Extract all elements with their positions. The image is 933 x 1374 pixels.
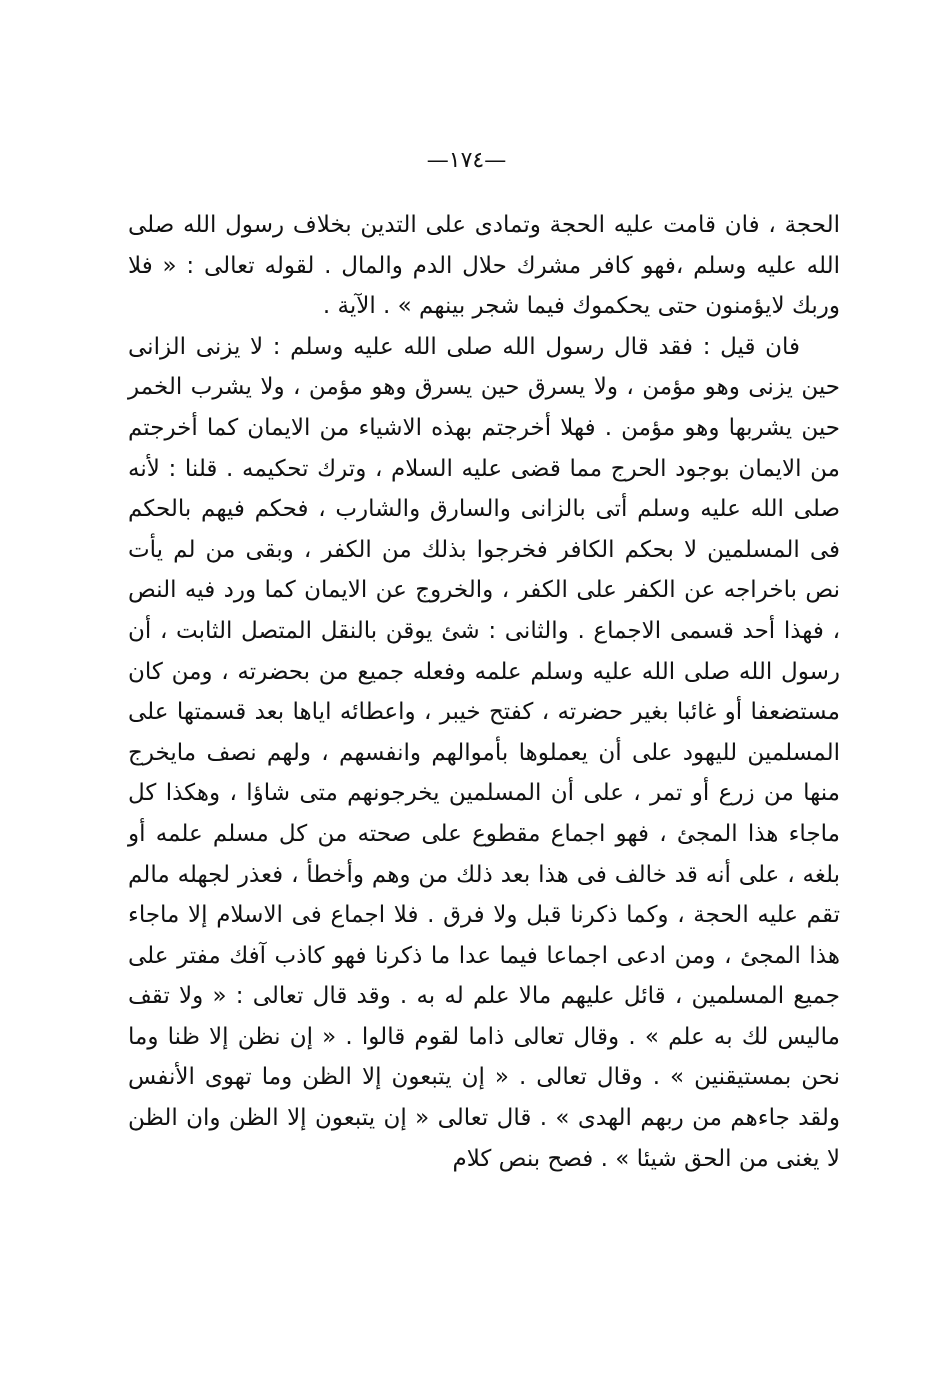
paragraph-1: الحجة ، فان قامت عليه الحجة وتمادى على التدين بخلاف رسول الله صلى الله عليه وسلم ،فهو كافر مشرك حلال الدم والمال . لقوله تعالى : « فلا وربك لايؤمنون حتى يحكموك فيما شجر بينهم » . الآية . bbox=[128, 212, 840, 320]
page-number: —١٧٤— bbox=[426, 148, 507, 173]
paragraph-2: فان قيل : فقد قال رسول الله صلى الله عليه وسلم : لا يزنى الزانى حين يزنى وهو مؤمن ، ولا يسرق حين يسرق وهو مؤمن ، ولا يشرب الخمر حين يشربها وهو مؤمن . فهلا أخرجتم بهذه الاشياء من الايمان كما أخرجتم من الايمان بوجود الحرج مما قضى عليه السلام ، وترك تحكيمه . قلنا : لأنه صلى الله عليه وسلم أتى بالزانى والسارق والشارب ، فحكم فيهم بالحكم فى المسلمين لا بحكم الكافر فخرجوا بذلك من الكفر ، وبقى من لم يأت نص باخراجه عن الكفر على الكفر ، والخروج عن الايمان كما ورد فيه النص ، فهذا أحد قسمى الاجماع . والثانى : شئ يوقن بالنقل المتصل الثابت ، أن رسول الله صلى الله عليه وسلم علمه وفعله جميع من بحضرته ، ومن كان مستضعفا أو غائبا بغير حضرته ، كفتح خيبر ، واعطائه اياها بعد قسمتها على المسلمين لليهود على أن يعملوها بأموالهم وانفسهم ، ولهم نصف مايخرج منها من زرع أو تمر ، على أن المسلمين يخرجونهم متى شاؤا ، وهكذا كل ماجاء هذا المجئ ، فهو اجماع مقطوع على صحته من كل مسلم علمه أو بلغه ، على أنه قد خالف فى هذا بعد ذلك من وهم وأخطأ ، فعذر لجهله مالم تقم عليه الحجة ، وكما ذكرنا قبل ولا فرق . فلا اجماع فى الاسلام إلا ماجاء هذا المجئ ، ومن ادعى اجماعا فيما عدا ما ذكرنا فهو كاذب آفك مفتر على جميع المسلمين ، قائل عليهم مالا علم له به . وقد قال تعالى : « ولا تقف ماليس لك به علم » . وقال تعالى ذاما لقوم قالوا . « إن نظن إلا ظنا وما نحن بمستيقنين » . وقال تعالى . « إن يتبعون إلا الظن وما تهوى الأنفس ولقد جاءهم من ربهم الهدى » . قال تعالى « إن يتبعون إلا الظن وان الظن لا يغنى من الحق شيئا » . فصح بنص كلام bbox=[128, 333, 840, 1172]
body-text bbox=[128, 205, 840, 1179]
